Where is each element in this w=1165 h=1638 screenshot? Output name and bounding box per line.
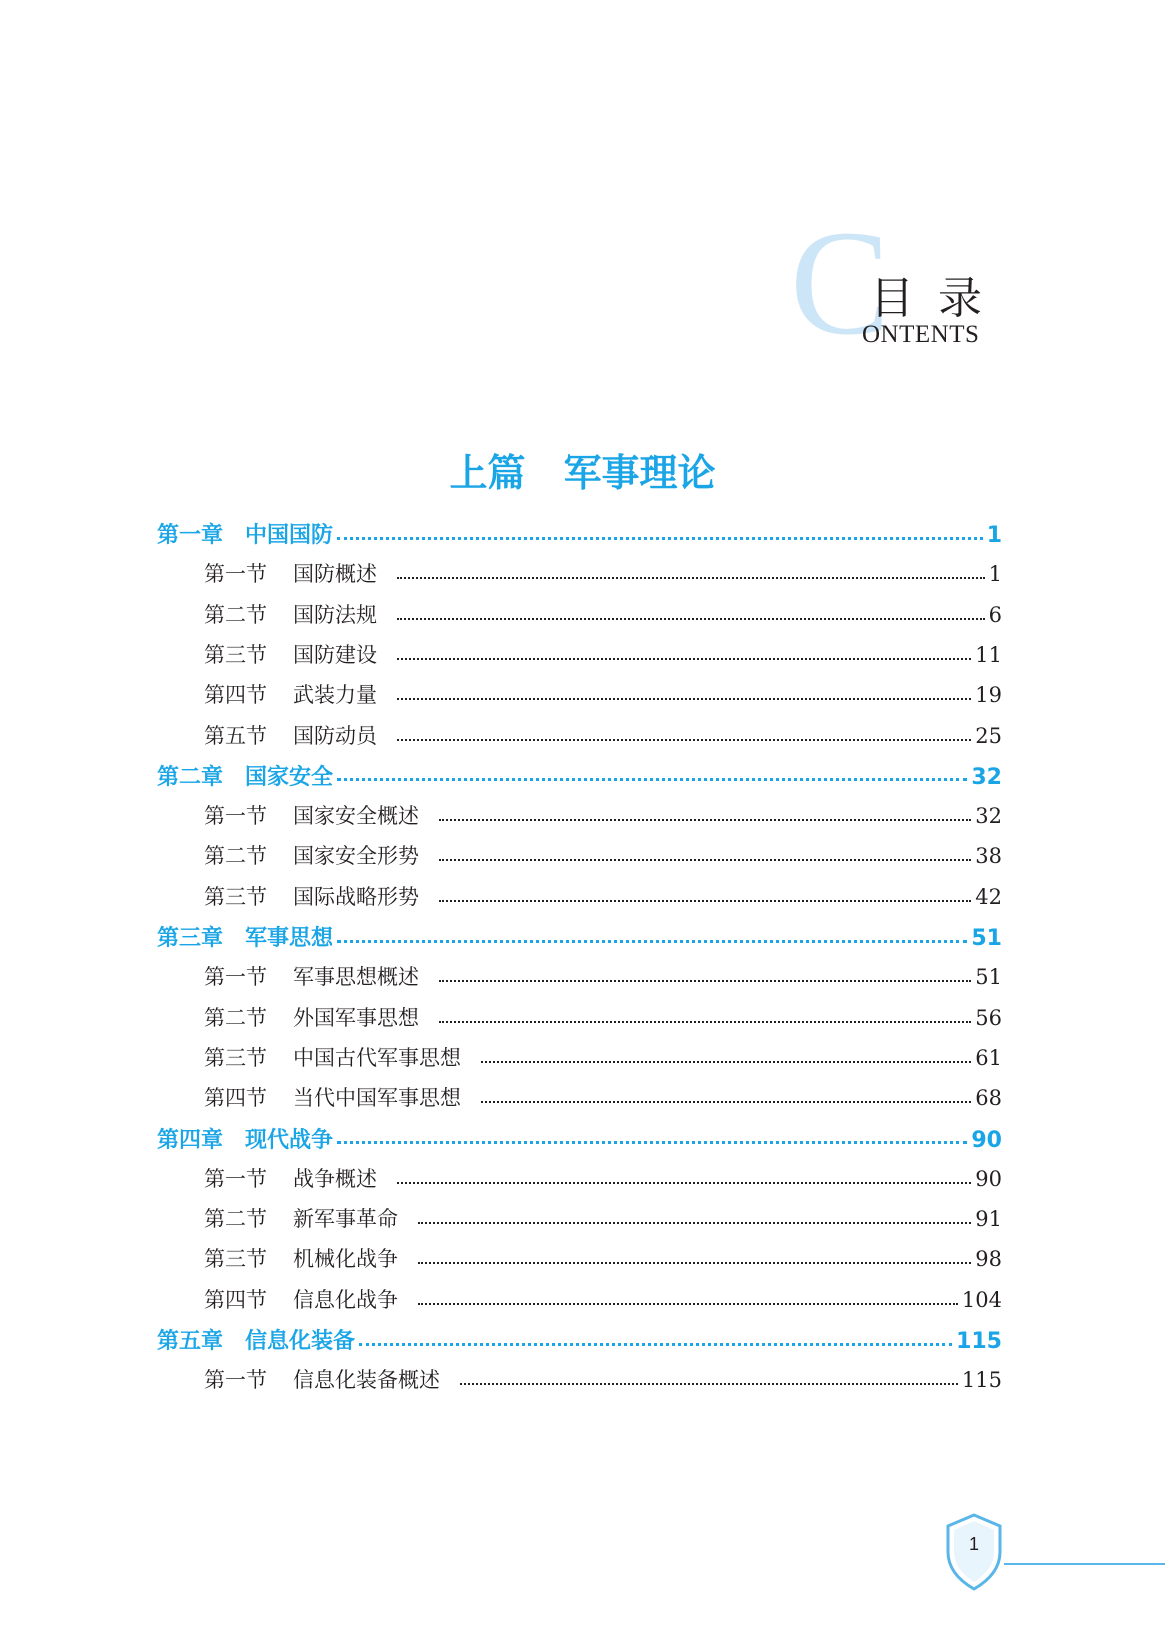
toc-leader-dots: [439, 819, 971, 821]
toc-section-row[interactable]: [204, 1163, 1002, 1199]
toc-chapter-row[interactable]: [157, 518, 1002, 554]
toc-entry-number: 第四节: [204, 1287, 267, 1312]
toc-leader-dots: [397, 618, 985, 620]
toc-leader-dots: [397, 698, 971, 700]
toc-entry-page: 25: [975, 723, 1002, 748]
toc-leader-dots: [418, 1222, 971, 1224]
page-number: 1: [968, 1534, 979, 1554]
toc-section-row[interactable]: [204, 679, 1002, 715]
toc-section-row[interactable]: [204, 599, 1002, 635]
toc-entry-number: 第一节: [204, 804, 267, 829]
toc-section-row[interactable]: [204, 558, 1002, 594]
toc-entry-page: 115: [956, 1329, 1002, 1354]
toc-entry-title: 中国古代军事思想: [293, 1045, 461, 1070]
toc-entry-page: 19: [975, 683, 1002, 708]
toc-entry-page: 91: [975, 1207, 1002, 1232]
toc-entry-page: 32: [971, 764, 1002, 790]
toc-leader-dots: [397, 739, 971, 741]
decorative-c-letter: C: [790, 200, 891, 366]
toc-entry-title: 外国军事思想: [293, 1005, 419, 1030]
toc-entry-title: 国防法规: [293, 602, 377, 627]
toc-entry-page: 42: [975, 884, 1002, 909]
toc-entry-page: 56: [975, 1005, 1002, 1030]
toc-entry-title: 当代中国军事思想: [293, 1086, 461, 1111]
toc-leader-dots: [439, 900, 971, 902]
toc-entry-page: 68: [975, 1086, 1002, 1111]
toc-entry-number: 第二节: [204, 602, 267, 627]
toc-entry-title: 国家安全概述: [293, 804, 419, 829]
toc-entry-number: 第四节: [204, 683, 267, 708]
toc-chapter-row[interactable]: [157, 760, 1002, 796]
contents-title-en: ONTENTS: [862, 321, 980, 348]
toc-entry-number: 第二节: [204, 1005, 267, 1030]
toc-entry-page: 61: [975, 1045, 1002, 1070]
toc-entry-page: 32: [975, 804, 1002, 829]
toc-entry-page: 90: [975, 1166, 1002, 1191]
toc-entry-number: 第一章: [157, 523, 224, 548]
toc-entry-title: 国防动员: [293, 723, 377, 748]
toc-leader-dots: [337, 940, 967, 943]
toc-leader-dots: [439, 859, 971, 861]
toc-entry-number: 第三节: [204, 1247, 267, 1272]
toc-section-row[interactable]: [204, 720, 1002, 756]
toc-entry-number: 第五章: [157, 1329, 224, 1354]
toc-entry-title: 军事思想: [245, 926, 334, 951]
toc-entry-title: 国家安全形势: [293, 844, 419, 869]
toc-section-row[interactable]: [204, 1364, 1002, 1400]
toc-entry-page: 51: [975, 965, 1002, 990]
toc-entry-page: 1: [988, 562, 1002, 587]
toc-entry-number: 第三章: [157, 926, 224, 951]
toc-chapter-row[interactable]: [157, 921, 1002, 957]
toc-entry-number: 第一节: [204, 965, 267, 990]
footer-rule: [1004, 1563, 1165, 1565]
toc-entry-title: 军事思想概述: [293, 965, 419, 990]
toc-section-row[interactable]: [204, 961, 1002, 997]
toc-entry-title: 现代战争: [245, 1127, 334, 1153]
toc-entry-number: 第一节: [204, 1166, 267, 1191]
toc-entry-page: 90: [971, 1127, 1002, 1153]
toc-section-row[interactable]: [204, 1042, 1002, 1078]
toc-entry-title: 国防建设: [293, 642, 377, 667]
toc-leader-dots: [481, 1101, 971, 1103]
toc-chapter-row[interactable]: [157, 1123, 1002, 1159]
toc-entry-title: 中国国防: [245, 523, 334, 548]
toc-entry-number: 第二节: [204, 1207, 267, 1232]
toc-section-row[interactable]: [204, 840, 1002, 876]
toc-section-row[interactable]: [204, 1243, 1002, 1279]
toc-entry-page: 6: [988, 602, 1002, 627]
toc-leader-dots: [337, 778, 967, 781]
toc-leader-dots: [439, 980, 971, 982]
toc-section-row[interactable]: [204, 1203, 1002, 1239]
toc-section-row[interactable]: [204, 1002, 1002, 1038]
toc-section-row[interactable]: [204, 1284, 1002, 1320]
toc-leader-dots: [397, 577, 985, 579]
contents-title-zh: 目录: [870, 273, 1006, 324]
toc-entry-page: 115: [961, 1368, 1002, 1393]
toc-chapter-row[interactable]: [157, 1324, 1002, 1360]
toc-entry-title: 信息化装备概述: [293, 1368, 440, 1393]
toc-entry-page: 98: [975, 1247, 1002, 1272]
toc-leader-dots: [337, 537, 983, 540]
toc-leader-dots: [397, 658, 971, 660]
toc-leader-dots: [481, 1061, 971, 1063]
toc-leader-dots: [460, 1383, 958, 1385]
toc-entry-number: 第四节: [204, 1086, 267, 1111]
toc-leader-dots: [418, 1262, 971, 1264]
toc-entry-page: 1: [986, 523, 1002, 548]
contents-heading: [790, 200, 1030, 366]
toc-entry-number: 第三节: [204, 642, 267, 667]
toc-entry-number: 第三节: [204, 1045, 267, 1070]
toc-leader-dots: [439, 1021, 971, 1023]
toc-entry-title: 机械化战争: [293, 1247, 398, 1272]
toc-entry-number: 第二节: [204, 844, 267, 869]
toc-entry-number: 第一节: [204, 562, 267, 587]
toc-section-row[interactable]: [204, 881, 1002, 917]
toc-entry-number: 第二章: [157, 764, 224, 790]
toc-entry-title: 国家安全: [245, 764, 334, 790]
toc-entry-title: 新军事革命: [293, 1207, 398, 1232]
part-title: 上篇 军事理论: [449, 451, 716, 495]
toc-leader-dots: [418, 1303, 958, 1305]
toc-entry-number: 第五节: [204, 723, 267, 748]
toc-entry-number: 第四章: [157, 1127, 224, 1153]
toc-leader-dots: [337, 1141, 967, 1144]
toc-entry-page: 104: [961, 1287, 1002, 1312]
toc-entry-page: 38: [975, 844, 1002, 869]
toc-entry-title: 武装力量: [293, 683, 377, 708]
toc-entry-title: 国防概述: [293, 562, 377, 587]
toc-leader-dots: [359, 1343, 952, 1346]
toc-entry-page: 51: [971, 926, 1002, 951]
toc-entry-title: 信息化战争: [293, 1287, 398, 1312]
toc-leader-dots: [397, 1182, 971, 1184]
toc-entry-number: 第一节: [204, 1368, 267, 1393]
page-number-badge: [938, 1512, 1010, 1592]
toc-section-row[interactable]: [204, 639, 1002, 675]
toc-section-row[interactable]: [204, 800, 1002, 836]
toc-entry-title: 国际战略形势: [293, 884, 419, 909]
toc-entry-title: 战争概述: [293, 1166, 377, 1191]
toc-entry-number: 第三节: [204, 884, 267, 909]
toc-entry-page: 11: [975, 642, 1002, 667]
toc-section-row[interactable]: [204, 1082, 1002, 1118]
toc-entry-title: 信息化装备: [245, 1329, 356, 1354]
